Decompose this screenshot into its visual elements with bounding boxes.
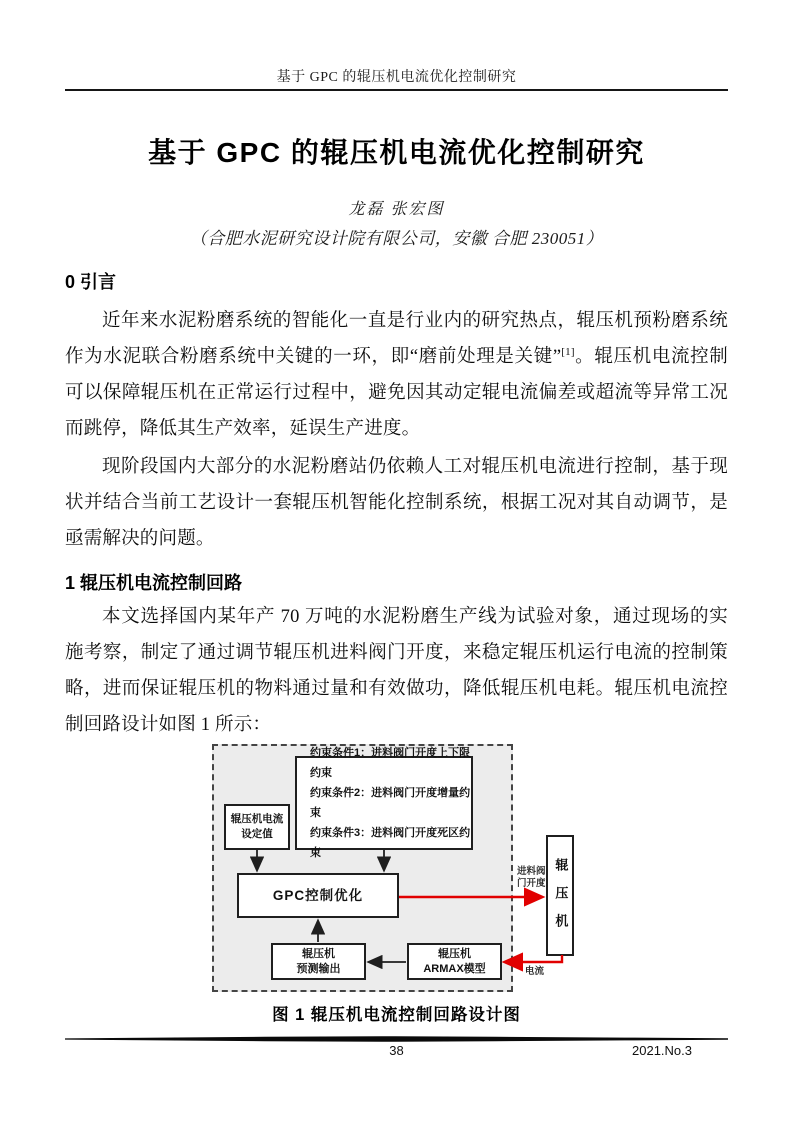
setpoint-label-line2: 设定值	[241, 828, 273, 840]
intro-paragraph-1	[65, 303, 728, 447]
prediction-output-box	[271, 943, 366, 980]
constraints-box	[295, 747, 473, 859]
journal-issue: 2021.No.3	[632, 1043, 692, 1058]
section-1-paragraph: 本文选择国内某年产 70 万吨的水泥粉磨生产线为试验对象，通过现场的实施考察，制定了通过调节辊压机进料阀门开度，来稳定辊压机运行电流的控制策略，进而保证辊压机的物料通过量和有效做功，降低辊压机电耗。辊压机电流控制回路设计如图 1 所示：	[65, 607, 728, 735]
setpoint-box	[224, 804, 290, 850]
valve-label-line1: 进料阀	[517, 866, 546, 877]
gpc-optimizer-box	[237, 873, 399, 918]
intro-paragraph-1-cont: 。辊压机电流控制可以保障辊压机在正常运行过程中，避免因其动定辊电流偏差或超流等异常工况而跳停，降低其生产效率，延误生产进度。	[65, 347, 728, 439]
valve-opening-signal-label	[517, 866, 546, 889]
figure-1-caption: 图 1 辊压机电流控制回路设计图	[272, 1006, 521, 1024]
gpc-label: GPC控制优化	[272, 887, 364, 903]
arrow-roller-to-armax	[505, 955, 562, 962]
intro-paragraph-2: 现阶段国内大部分的水泥粉磨站仍依赖人工对辊压机电流进行控制，基于现状并结合当前工艺设计一套辊压机智能化控制系统，根据工况对其自动调节，是亟需解决的问题。	[65, 457, 728, 549]
setpoint-label-line1: 辊压机电流	[230, 812, 284, 825]
current-signal-label: 电流	[525, 966, 545, 977]
armax-label-line2: ARMAX模型	[423, 962, 486, 975]
pred-label-line2: 预测输出	[296, 962, 341, 975]
roller-press-label: 辊压机	[553, 857, 569, 942]
constraint-line-2: 约束条件2：进料阀门开度增量约束	[310, 787, 471, 819]
armax-label-line1: 辊压机	[438, 947, 471, 960]
pred-label-line1: 辊压机	[302, 947, 335, 960]
authors: 龙磊 张宏图	[348, 201, 445, 218]
header-rule	[65, 89, 728, 91]
valve-label-line2: 门开度	[517, 877, 546, 889]
affiliation: （合肥水泥研究设计院有限公司，安徽 合肥 230051）	[189, 229, 604, 248]
constraint-line-1: 约束条件1：进料阀门开度上下限约束	[310, 747, 471, 779]
section-0-heading: 0 引言	[65, 272, 117, 292]
paper-title: 基于 GPC 的辊压机电流优化控制研究	[148, 137, 645, 168]
page-number: 38	[389, 1043, 404, 1058]
intro-paragraph-1-text: 近年来水泥粉磨系统的智能化一直是行业内的研究热点，辊压机预粉磨系统作为水泥联合粉磨系统中关键的一环，即“磨前处理是关键”	[65, 311, 728, 367]
body-content	[65, 268, 728, 746]
running-head: 基于 GPC 的辊压机电流优化控制研究	[276, 70, 517, 85]
footer-rule	[65, 1035, 728, 1043]
section-1-heading: 1 辊压机电流控制回路	[65, 573, 243, 593]
constraint-line-3: 约束条件3：进料阀门开度死区约束	[310, 827, 471, 859]
armax-model-box	[407, 943, 502, 980]
figure-1-control-loop	[65, 740, 728, 1002]
citation-ref-1: [1]	[561, 345, 575, 358]
roller-press-box	[546, 835, 574, 956]
